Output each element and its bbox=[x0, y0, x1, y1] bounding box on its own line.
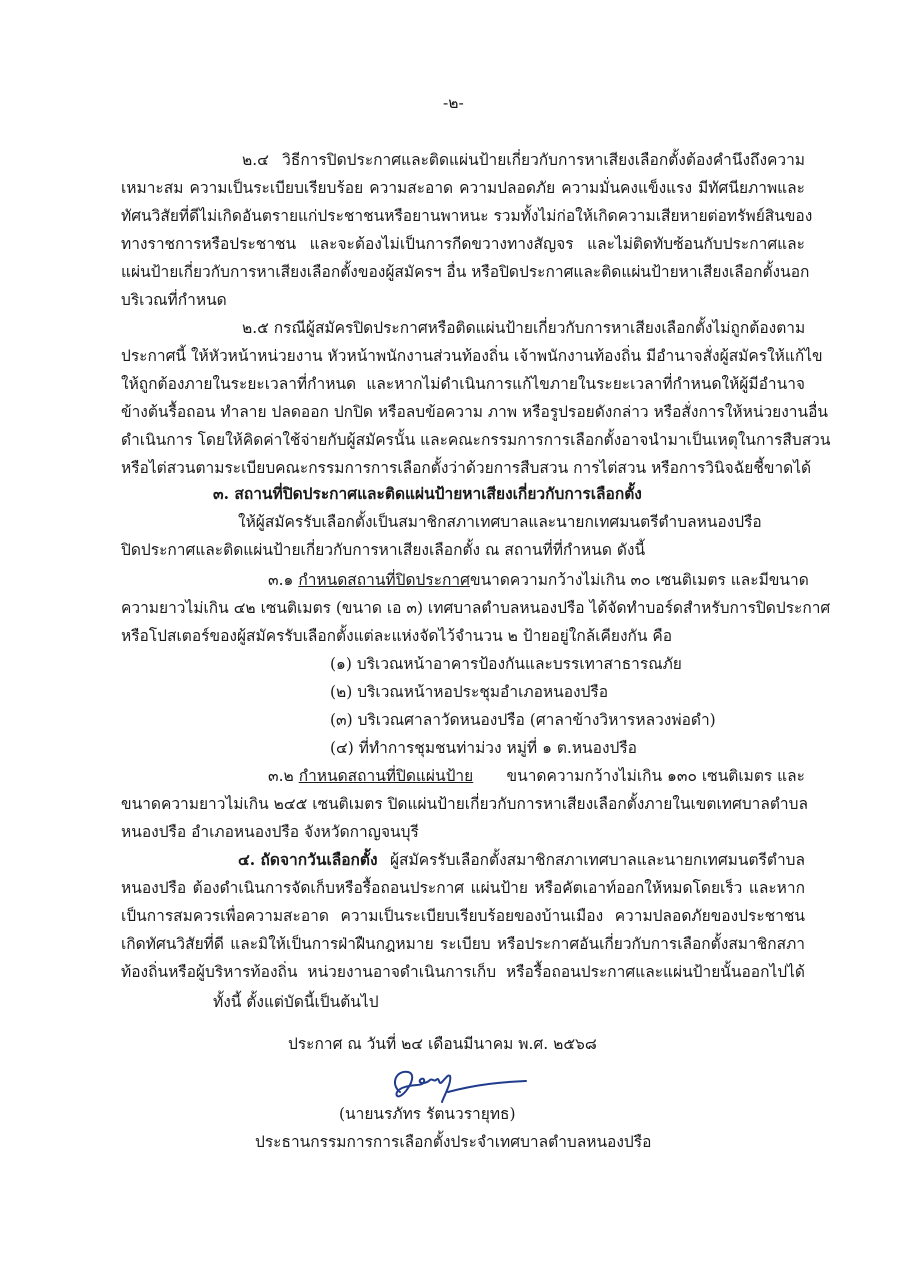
s25-line-6: หรือไต่สวนตามระเบียบคณะกรรมการการเลือกตั้งว่าด้วยการสืบสวน การไต่สวน หรือการวินิจฉัยชี้ขาดได้ bbox=[121, 459, 812, 477]
s32-first-line bbox=[268, 762, 805, 790]
location-3: (๓) บริเวณศาลาวัดหนองปรือ (ศาลาข้างวิหารหลวงพ่อดำ) bbox=[330, 711, 716, 729]
s32-underlined: กำหนดสถานที่ปิดแผ่นป้าย bbox=[298, 767, 474, 785]
s31-line-3: หรือโปสเตอร์ของผู้สมัครรับเลือกตั้งแต่ละแห่งจัดไว้จำนวน ๒ ป้ายอยู่ใกล้เคียงกัน คือ bbox=[121, 627, 673, 645]
effective-statement: ทั้งนี้ ตั้งแต่บัดนี้เป็นต้นไป bbox=[213, 993, 379, 1011]
signer-name: (นายนรภัทร รัตนวรายุทธ) bbox=[339, 1105, 516, 1123]
s32-line-2: ขนาดความยาวไม่เกิน ๒๔๕ เซนติเมตร ปิดแผ่นป้ายเกี่ยวกับการหาเสียงเลือกตั้งภายในเขตเทศบาลตำบล bbox=[121, 795, 808, 813]
s4-heading: ๔. ถัดจากวันเลือกตั้ง bbox=[238, 850, 378, 869]
s4-line-4: เกิดทัศนวิสัยที่ดี และมิให้เป็นการฝ่าฝืนกฎหมาย ระเบียบ หรือประกาศอันเกี่ยวกับการเลือกตั้งสมาชิกสภา bbox=[121, 935, 805, 953]
s31-number: ๓.๑ bbox=[268, 571, 294, 589]
s4-first-line bbox=[238, 846, 805, 874]
s31-rest: ขนาดความกว้างไม่เกิน ๓๐ เซนติเมตร และมีขนาด bbox=[469, 571, 809, 589]
s24-line-1: ๒.๔ วิธีการปิดประกาศและติดแผ่นป้ายเกี่ยวกับการหาเสียงเลือกตั้งต้องคำนึงถึงความ bbox=[242, 151, 805, 169]
location-2: (๒) บริเวณหน้าหอประชุมอำเภอหนองปรือ bbox=[330, 683, 609, 701]
s32-rest: ขนาดความกว้างไม่เกิน ๑๓๐ เซนติเมตร และ bbox=[506, 767, 805, 785]
s24-line-4: ทางราชการหรือประชาชน และจะต้องไม่เป็นการกีดขวางทางสัญจร และไม่ติดทับซ้อนกับประกาศและ bbox=[121, 235, 805, 253]
s24-line-3: ทัศนวิสัยที่ดีไม่เกิดอันตรายแก่ประชาชนหรือยานพาหนะ รวมทั้งไม่ก่อให้เกิดความเสียหายต่อทรัพย์สินของ bbox=[121, 207, 813, 225]
s25-line-1: ๒.๕ กรณีผู้สมัครปิดประกาศหรือติดแผ่นป้ายเกี่ยวกับการหาเสียงเลือกตั้งไม่ถูกต้องตาม bbox=[242, 319, 806, 337]
s25-line-2: ประกาศนี้ ให้หัวหน้าหน่วยงาน หัวหน้าพนักงานส่วนท้องถิ่น เจ้าพนักงานท้องถิ่น มีอำนาจสั่งผู้สมัครให้แก้ไข bbox=[121, 347, 823, 365]
location-1: (๑) บริเวณหน้าอาคารป้องกันและบรรเทาสาธารณภัย bbox=[330, 655, 682, 673]
s4-line-5: ท้องถิ่นหรือผู้บริหารท้องถิ่น หน่วยงานอาจดำเนินการเก็บ หรือรื้อถอนประกาศและแผ่นป้ายนั้นออกไปได้ bbox=[121, 963, 805, 981]
s24-line-2: เหมาะสม ความเป็นระเบียบเรียบร้อย ความสะอาด ความปลอดภัย ความมั่นคงแข็งแรง มีทัศนียภาพและ bbox=[121, 179, 805, 197]
s25-line-4: ข้างต้นรื้อถอน ทำลาย ปลดออก ปกปิด หรือลบข้อความ ภาพ หรือรูปรอยดังกล่าว หรือสั่งการให้หน่วยงานอื่น bbox=[121, 403, 829, 421]
s24-line-6: บริเวณที่กำหนด bbox=[121, 291, 227, 309]
s31-line-2: ความยาวไม่เกิน ๔๒ เซนติเมตร (ขนาด เอ ๓) เทศบาลตำบลหนองปรือ ได้จัดทำบอร์ดสำหรับการปิดประกาศ bbox=[121, 599, 831, 617]
s3-intro-1: ให้ผู้สมัครรับเลือกตั้งเป็นสมาชิกสภาเทศบาลและนายกเทศมนตรีตำบลหนองปรือ bbox=[238, 513, 762, 531]
location-4: (๔) ที่ทำการชุมชนท่าม่วง หมู่ที่ ๑ ต.หนองปรือ bbox=[330, 739, 637, 757]
page-number: -๒- bbox=[443, 94, 464, 112]
s32-number: ๓.๒ bbox=[268, 767, 294, 785]
s31-first-line bbox=[268, 566, 809, 594]
s31-underlined: กำหนดสถานที่ปิดประกาศ bbox=[298, 571, 470, 589]
s3-heading: ๓. สถานที่ปิดประกาศและติดแผ่นป้ายหาเสียงเกี่ยวกับการเลือกตั้ง bbox=[213, 484, 642, 503]
signer-title: ประธานกรรมการการเลือกตั้งประจำเทศบาลตำบลหนองปรือ bbox=[255, 1133, 652, 1151]
s4-line-2: หนองปรือ ต้องดำเนินการจัดเก็บหรือรื้อถอนประกาศ แผ่นป้าย หรือคัตเอาท์ออกให้หมดโดยเร็ว และหาก bbox=[121, 879, 805, 897]
s3-intro-2: ปิดประกาศและติดแผ่นป้ายเกี่ยวกับการหาเสียงเลือกตั้ง ณ สถานที่ที่กำหนด ดังนี้ bbox=[121, 541, 646, 559]
s4-first-rest: ผู้สมัครรับเลือกตั้งสมาชิกสภาเทศบาลและนายกเทศมนตรีตำบล bbox=[389, 851, 805, 869]
announcement-date: ประกาศ ณ วันที่ ๒๔ เดือนมีนาคม พ.ศ. ๒๕๖๘ bbox=[288, 1035, 597, 1053]
s24-line-5: แผ่นป้ายเกี่ยวกับการหาเสียงเลือกตั้งของผู้สมัครฯ อื่น หรือปิดประกาศและติดแผ่นป้ายหาเสียงเลือกตั้งนอก bbox=[121, 263, 810, 281]
s25-line-5: ดำเนินการ โดยให้คิดค่าใช้จ่ายกับผู้สมัครนั้น และคณะกรรมการการเลือกตั้งอาจนำมาเป็นเหตุในการสืบสวน bbox=[121, 431, 831, 449]
s32-line-3: หนองปรือ อำเภอหนองปรือ จังหวัดกาญจนบุรี bbox=[121, 823, 419, 841]
s4-line-3: เป็นการสมควรเพื่อความสะอาด ความเป็นระเบียบเรียบร้อยของบ้านเมือง ความปลอดภัยของประชาชน bbox=[121, 907, 805, 925]
s25-line-3: ให้ถูกต้องภายในระยะเวลาที่กำหนด และหากไม่ดำเนินการแก้ไขภายในระยะเวลาที่กำหนดให้ผู้มีอำนาจ bbox=[121, 375, 805, 393]
